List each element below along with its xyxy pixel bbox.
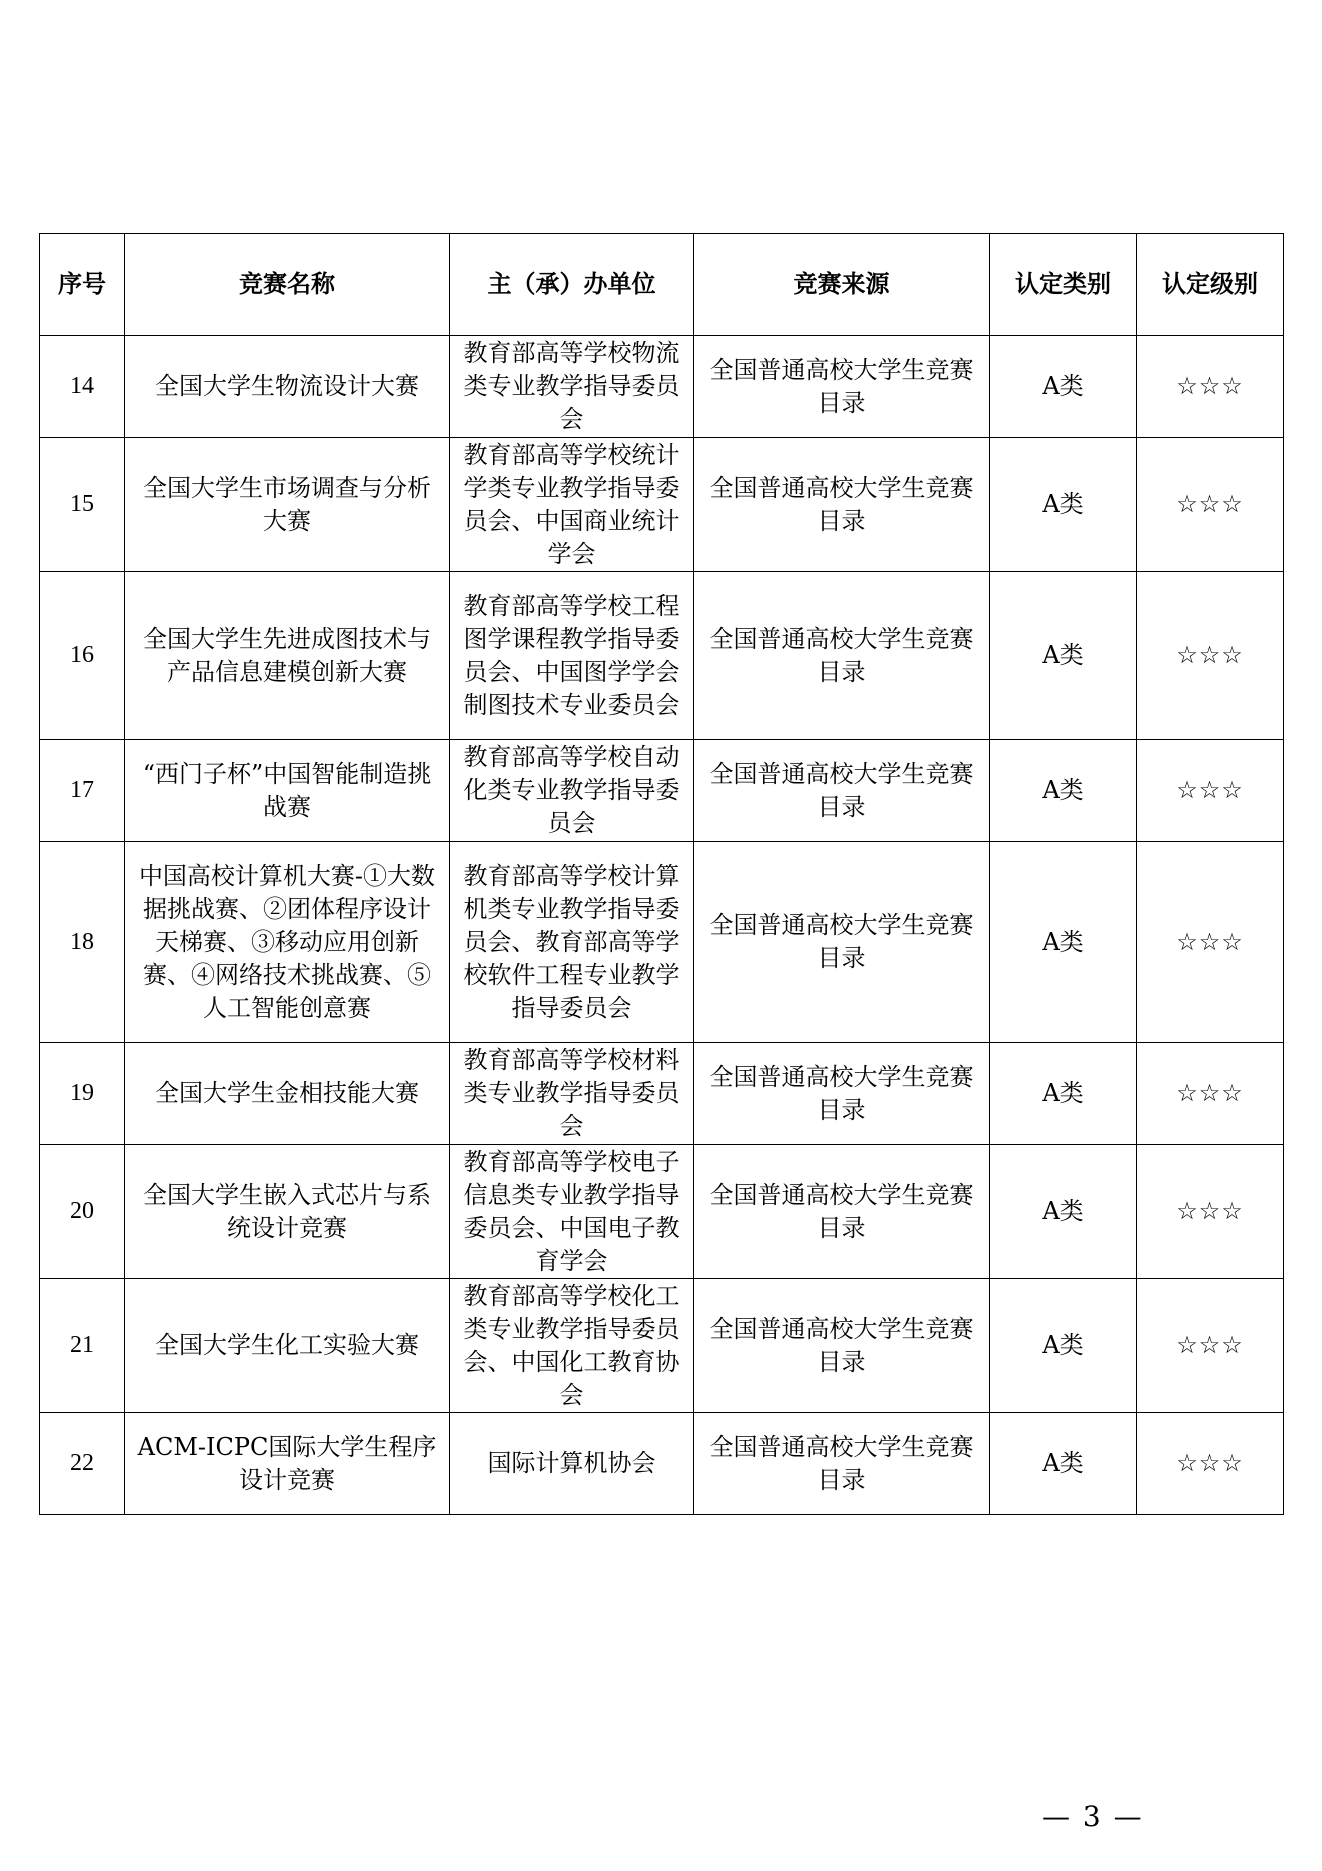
row-no: 22	[40, 1413, 125, 1515]
header-source: 竞赛来源	[694, 234, 990, 336]
row-organizer: 教育部高等学校计算机类专业教学指导委员会、教育部高等学校软件工程专业教学指导委员会	[450, 842, 694, 1043]
row-category: A类	[990, 1279, 1137, 1413]
row-no: 18	[40, 842, 125, 1043]
row-name: 全国大学生嵌入式芯片与系统设计竞赛	[125, 1145, 450, 1279]
row-source: 全国普通高校大学生竞赛目录	[694, 1279, 990, 1413]
row-no: 15	[40, 438, 125, 572]
header-level: 认定级别	[1137, 234, 1284, 336]
row-name: 全国大学生先进成图技术与产品信息建模创新大赛	[125, 572, 450, 740]
header-category: 认定类别	[990, 234, 1137, 336]
table-row	[40, 1145, 1284, 1279]
row-source: 全国普通高校大学生竞赛目录	[694, 572, 990, 740]
row-source: 全国普通高校大学生竞赛目录	[694, 740, 990, 842]
row-name: 中国高校计算机大赛-①大数据挑战赛、②团体程序设计天梯赛、③移动应用创新赛、④网络技术挑战赛、⑤人工智能创意赛	[125, 842, 450, 1043]
row-name: 全国大学生市场调查与分析大赛	[125, 438, 450, 572]
row-category: A类	[990, 740, 1137, 842]
row-level: ☆☆☆	[1137, 336, 1284, 438]
row-organizer: 教育部高等学校工程图学课程教学指导委员会、中国图学学会制图技术专业委员会	[450, 572, 694, 740]
row-no: 17	[40, 740, 125, 842]
row-category: A类	[990, 1043, 1137, 1145]
row-category: A类	[990, 438, 1137, 572]
row-source: 全国普通高校大学生竞赛目录	[694, 1043, 990, 1145]
row-category: A类	[990, 842, 1137, 1043]
row-organizer: 教育部高等学校物流类专业教学指导委员会	[450, 336, 694, 438]
row-no: 20	[40, 1145, 125, 1279]
row-source: 全国普通高校大学生竞赛目录	[694, 842, 990, 1043]
row-category: A类	[990, 1145, 1137, 1279]
table-row	[40, 336, 1284, 438]
table-row	[40, 572, 1284, 740]
row-level: ☆☆☆	[1137, 1043, 1284, 1145]
row-source: 全国普通高校大学生竞赛目录	[694, 438, 990, 572]
row-level: ☆☆☆	[1137, 1279, 1284, 1413]
row-organizer: 教育部高等学校材料类专业教学指导委员会	[450, 1043, 694, 1145]
table-row	[40, 1043, 1284, 1145]
row-organizer: 教育部高等学校自动化类专业教学指导委员会	[450, 740, 694, 842]
row-no: 21	[40, 1279, 125, 1413]
row-no: 19	[40, 1043, 125, 1145]
row-no: 14	[40, 336, 125, 438]
row-organizer: 国际计算机协会	[450, 1413, 694, 1515]
row-name: “西门子杯”中国智能制造挑战赛	[125, 740, 450, 842]
header-no: 序号	[40, 234, 125, 336]
header-organizer: 主（承）办单位	[450, 234, 694, 336]
header-name: 竞赛名称	[125, 234, 450, 336]
row-source: 全国普通高校大学生竞赛目录	[694, 336, 990, 438]
row-source: 全国普通高校大学生竞赛目录	[694, 1145, 990, 1279]
row-organizer: 教育部高等学校电子信息类专业教学指导委员会、中国电子教育学会	[450, 1145, 694, 1279]
header-row	[40, 234, 1284, 336]
row-name: 全国大学生化工实验大赛	[125, 1279, 450, 1413]
row-level: ☆☆☆	[1137, 572, 1284, 740]
table-row	[40, 1279, 1284, 1413]
row-organizer: 教育部高等学校化工类专业教学指导委员会、中国化工教育协会	[450, 1279, 694, 1413]
row-category: A类	[990, 336, 1137, 438]
row-level: ☆☆☆	[1137, 1413, 1284, 1515]
row-organizer: 教育部高等学校统计学类专业教学指导委员会、中国商业统计学会	[450, 438, 694, 572]
row-level: ☆☆☆	[1137, 438, 1284, 572]
row-level: ☆☆☆	[1137, 740, 1284, 842]
row-category: A类	[990, 1413, 1137, 1515]
row-level: ☆☆☆	[1137, 842, 1284, 1043]
row-name: 全国大学生金相技能大赛	[125, 1043, 450, 1145]
row-name: ACM-ICPC国际大学生程序设计竞赛	[125, 1413, 450, 1515]
row-name: 全国大学生物流设计大赛	[125, 336, 450, 438]
page-number: — 3 —	[1042, 1800, 1144, 1833]
table-row	[40, 438, 1284, 572]
row-source: 全国普通高校大学生竞赛目录	[694, 1413, 990, 1515]
row-level: ☆☆☆	[1137, 1145, 1284, 1279]
table-row	[40, 740, 1284, 842]
table-row	[40, 1413, 1284, 1515]
competition-table	[39, 233, 1284, 1515]
row-no: 16	[40, 572, 125, 740]
row-category: A类	[990, 572, 1137, 740]
table-row	[40, 842, 1284, 1043]
